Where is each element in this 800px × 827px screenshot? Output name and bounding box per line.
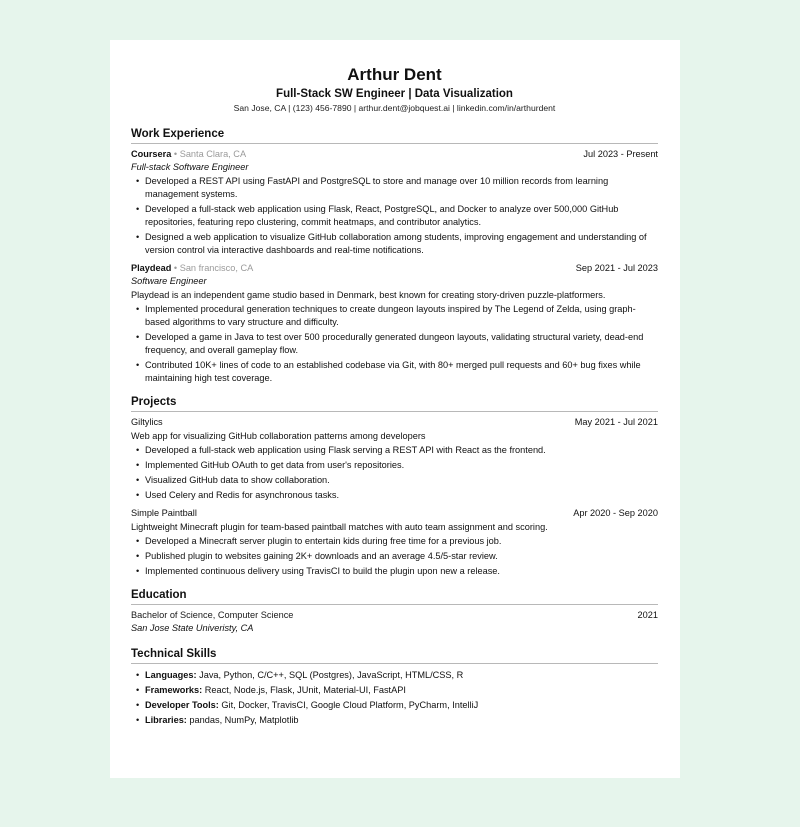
bullet-item: • Developed a full-stack web application using Flask, React, PostgreSQL, and Docker to analyze over 500,000 GitHub repositories, featuring repo clustering, commit heatmaps, and contributor analytics.: [145, 203, 658, 229]
skill-item: [145, 699, 658, 712]
work-entry: [131, 147, 658, 257]
entry-header: [131, 147, 658, 161]
project-description: Web app for visualizing GitHub collaboration patterns among developers: [131, 431, 426, 441]
bullet-item: • Contributed 10K+ lines of code to an established codebase via Git, with 80+ merged pull requests and 60+ bug fixes while maintaining high test coverage.: [145, 359, 658, 385]
project-description: Lightweight Minecraft plugin for team-based paintball matches with auto team assignment and scoring.: [131, 522, 548, 532]
resume-content: [131, 40, 658, 729]
skill-item: [145, 714, 658, 727]
education-section: [131, 588, 658, 635]
project-name: Simple Paintball: [131, 508, 197, 518]
skill-item: [145, 684, 658, 697]
separator-dot: •: [173, 263, 178, 273]
school-name: San Jose State Univeristy, CA: [131, 623, 254, 633]
company-and-location: [131, 261, 253, 275]
skill-values: Java, Python, C/C++, SQL (Postgres), JavaScript, HTML/CSS, R: [196, 670, 464, 680]
entry-header: [131, 506, 658, 520]
entry-dates: Apr 2020 - Sep 2020: [573, 508, 658, 518]
bullet-item: • Developed a full-stack web application using Flask serving a REST API with React as the frontend.: [145, 444, 658, 457]
bullet-list: [131, 535, 658, 578]
entry-dates: Sep 2021 - Jul 2023: [575, 263, 658, 273]
job-role: Software Engineer: [131, 276, 207, 286]
bullet-list: [131, 303, 658, 385]
section-title-projects: Projects: [131, 395, 658, 412]
bullet-item: • Designed a web application to visualize GitHub collaboration among students, improving engagement and understanding of version control via interactive dashboards and real-time notifications.: [145, 231, 658, 257]
project-entry: [131, 415, 658, 502]
degree: Bachelor of Science, Computer Science: [131, 610, 294, 620]
project-name: Giltylics: [131, 417, 163, 427]
skills-section: [131, 647, 658, 727]
entry-header: [131, 261, 658, 275]
entry-header: [131, 415, 658, 429]
bullet-item: • Published plugin to websites gaining 2K+ downloads and an average 4.5/5-star review.: [145, 550, 658, 563]
bullet-item: • Developed a Minecraft server plugin to entertain kids during free time for a previous job.: [145, 535, 658, 548]
skill-values: Git, Docker, TravisCI, Google Cloud Platform, PyCharm, IntelliJ: [218, 700, 479, 710]
company-location: San francisco, CA: [179, 263, 254, 273]
company-description: Playdead is an independent game studio based in Denmark, best known for creating story-driven puzzle-platformers.: [131, 290, 606, 300]
resume-page: [110, 40, 680, 778]
bullet-item: • Developed a REST API using FastAPI and PostgreSQL to store and manage over 10 million records from learning management systems.: [145, 175, 658, 201]
work-experience-section: [131, 127, 658, 385]
company-and-location: [131, 147, 246, 161]
section-title-work: Work Experience: [131, 127, 658, 144]
bullet-item: • Used Celery and Redis for asynchronous tasks.: [145, 489, 658, 502]
company-name: Playdead: [131, 263, 172, 273]
skill-category: Developer Tools:: [145, 700, 219, 710]
education-header: [131, 608, 658, 622]
skill-values: React, Node.js, Flask, JUnit, Material-UI, FastAPI: [202, 685, 406, 695]
bullet-list: [131, 444, 658, 502]
section-title-education: Education: [131, 588, 658, 605]
entry-dates: Jul 2023 - Present: [583, 149, 658, 159]
separator-dot: •: [173, 149, 178, 159]
project-entry: [131, 506, 658, 578]
bullet-item: • Implemented procedural generation techniques to create dungeon layouts inspired by The Legend of Zelda, using graph-based algorithms to vary structure and difficulty.: [145, 303, 658, 329]
skill-category: Languages:: [145, 670, 197, 680]
skill-item: [145, 669, 658, 682]
skills-list: [131, 669, 658, 727]
graduation-year: 2021: [637, 610, 658, 620]
contact-line: San Jose, CA | (123) 456-7890 | arthur.dent@jobquest.ai | linkedin.com/in/arthurdent: [233, 103, 556, 113]
section-title-skills: Technical Skills: [131, 647, 658, 664]
bullet-list: [131, 175, 658, 257]
projects-section: [131, 395, 658, 578]
entry-dates: May 2021 - Jul 2021: [574, 417, 658, 427]
company-location: Santa Clara, CA: [179, 149, 247, 159]
bullet-item: • Visualized GitHub data to show collaboration.: [145, 474, 658, 487]
work-entry: [131, 261, 658, 385]
job-role: Full-stack Software Engineer: [131, 162, 249, 172]
skill-category: Frameworks:: [145, 685, 203, 695]
company-name: Coursera: [131, 149, 172, 159]
bullet-item: • Developed a game in Java to test over 500 procedurally generated dungeon layouts, validating structural variety, dead-end frequency, and overall gameplay flow.: [145, 331, 658, 357]
skill-values: pandas, NumPy, Matplotlib: [186, 715, 299, 725]
bullet-item: • Implemented GitHub OAuth to get data from user's repositories.: [145, 459, 658, 472]
skill-category: Libraries:: [145, 715, 187, 725]
candidate-headline: Full-Stack SW Engineer | Data Visualization: [276, 88, 513, 100]
bullet-item: • Implemented continuous delivery using TravisCI to build the plugin upon new a release.: [145, 565, 658, 578]
candidate-name: Arthur Dent: [347, 65, 442, 84]
